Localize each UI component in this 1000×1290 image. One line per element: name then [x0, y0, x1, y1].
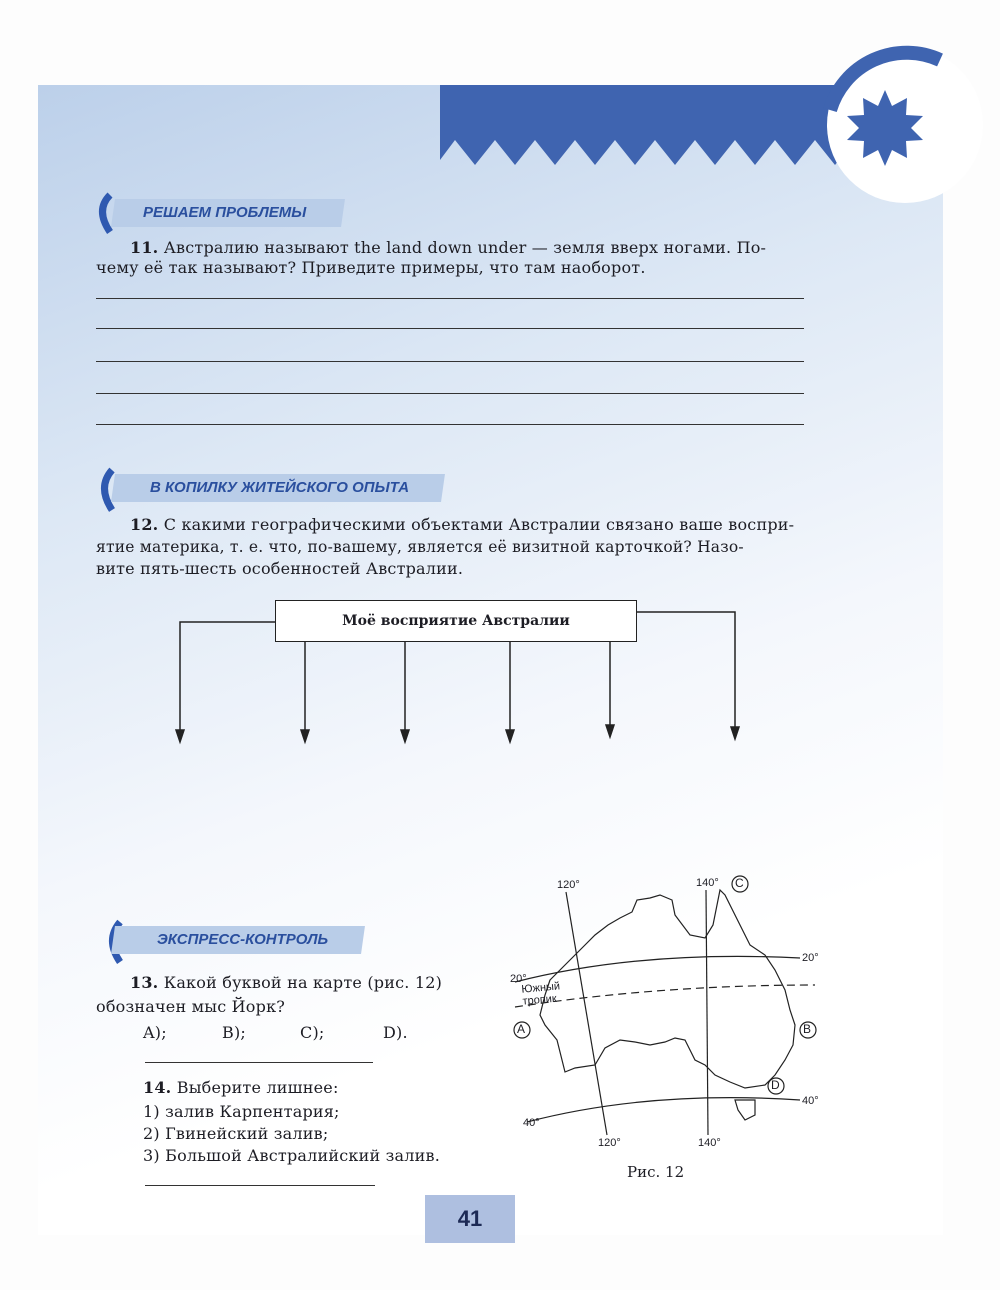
- option-2[interactable]: 2) Гвинейский залив;: [143, 1124, 329, 1143]
- answer-line[interactable]: [96, 328, 804, 329]
- tropic-label: Южный тропик: [521, 980, 561, 1008]
- parallel-40: [527, 1098, 800, 1122]
- label-20-left: 20°: [510, 973, 527, 985]
- answer-line[interactable]: [96, 298, 804, 299]
- label-120-top: 120°: [557, 879, 580, 891]
- perception-box: Моё восприятие Австралии: [275, 600, 637, 642]
- section-title: ЭКСПРЕСС-КОНТРОЛЬ: [157, 931, 329, 948]
- answer-line[interactable]: [145, 1185, 375, 1186]
- question-13: [130, 972, 442, 994]
- question-13-line2: обозначен мыс Йорк?: [96, 997, 286, 1016]
- question-text: Австралию называют the land down under — земля вверх ногами. По-: [163, 238, 767, 257]
- question-number: 12.: [130, 515, 159, 534]
- option-d[interactable]: D).: [383, 1023, 408, 1042]
- question-11-line2: чему её так называют? Приведите примеры, что там наоборот.: [96, 258, 646, 277]
- label-140-top: 140°: [696, 877, 719, 889]
- answer-line[interactable]: [96, 361, 804, 362]
- question-text: Какой буквой на карте (рис. 12): [163, 973, 443, 992]
- answer-line[interactable]: [96, 424, 804, 425]
- label-40-right: 40°: [802, 1095, 819, 1107]
- question-12: [130, 514, 794, 536]
- question-11: [130, 237, 766, 259]
- page-number: 41: [425, 1195, 515, 1243]
- australia-map: [514, 876, 816, 1135]
- point-d: D: [771, 1078, 780, 1092]
- point-a: A: [517, 1022, 526, 1036]
- point-b: B: [803, 1022, 812, 1036]
- question-number: 14.: [143, 1078, 172, 1097]
- section-title: В КОПИЛКУ ЖИТЕЙСКОГО ОПЫТА: [150, 479, 410, 496]
- question-12-line2: ятие материка, т. е. что, по-вашему, является её визитной карточкой? Назо-: [96, 538, 744, 556]
- tasmania-outline: [735, 1100, 755, 1120]
- figure-caption: Рис. 12: [627, 1163, 685, 1181]
- question-number: 13.: [130, 973, 159, 992]
- question-12-line3: вите пять-шесть особенностей Австралии.: [96, 559, 464, 578]
- question-14: [143, 1077, 339, 1099]
- option-a[interactable]: A);: [143, 1023, 167, 1042]
- option-3[interactable]: 3) Большой Австралийский залив.: [143, 1146, 441, 1165]
- label-20-right: 20°: [802, 952, 819, 964]
- section-title: РЕШАЕМ ПРОБЛЕМЫ: [143, 204, 307, 221]
- option-c[interactable]: C);: [300, 1023, 325, 1042]
- point-c: C: [735, 876, 744, 890]
- australia-outline: [540, 890, 795, 1088]
- answer-line[interactable]: [145, 1062, 373, 1063]
- question-number: 11.: [130, 238, 159, 257]
- question-text: Выберите лишнее:: [176, 1078, 339, 1097]
- answer-line[interactable]: [96, 393, 804, 394]
- label-140-bottom: 140°: [698, 1137, 721, 1149]
- question-text: С какими географическими объектами Австралии связано ваше воспри-: [163, 515, 795, 534]
- label-40-left: 40°: [523, 1117, 540, 1129]
- label-120-bottom: 120°: [598, 1137, 621, 1149]
- option-1[interactable]: 1) залив Карпентария;: [143, 1102, 340, 1121]
- option-b[interactable]: B);: [222, 1023, 246, 1042]
